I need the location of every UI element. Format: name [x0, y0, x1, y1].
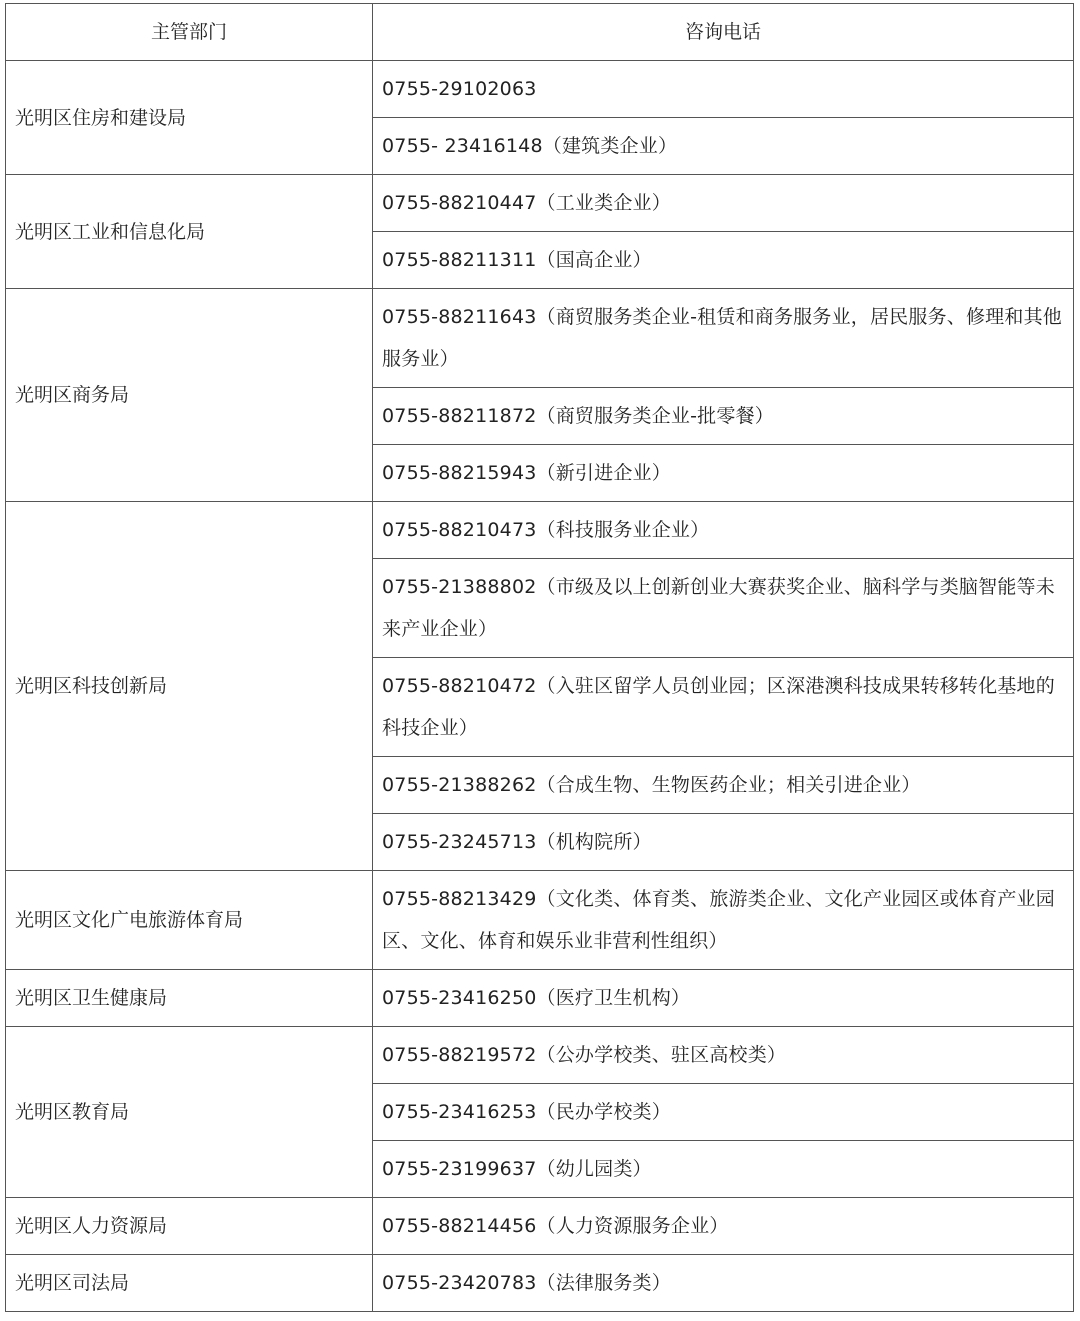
- phone-cell: 0755-23416250（医疗卫生机构）: [373, 970, 1074, 1027]
- table-row: [6, 970, 1074, 1027]
- phone-cell: 0755-21388802（市级及以上创新创业大赛获奖企业、脑科学与类脑智能等未来产业企业）: [373, 559, 1074, 658]
- contact-table-container: [5, 3, 1073, 1312]
- phone-cell: 0755-88210473（科技服务业企业）: [373, 502, 1074, 559]
- phone-cell: 0755-88215943（新引进企业）: [373, 445, 1074, 502]
- table-row: [6, 871, 1074, 970]
- phone-cell: 0755-23420783（法律服务类）: [373, 1255, 1074, 1312]
- header-phone: 咨询电话: [373, 4, 1074, 61]
- department-cell: 光明区教育局: [6, 1027, 373, 1198]
- phone-cell: 0755-88219572（公办学校类、驻区高校类）: [373, 1027, 1074, 1084]
- phone-cell: 0755-88211311（国高企业）: [373, 232, 1074, 289]
- phone-cell: 0755-23245713（机构院所）: [373, 814, 1074, 871]
- contact-table: [5, 3, 1074, 1312]
- table-header-row: [6, 4, 1074, 61]
- department-cell: 光明区人力资源局: [6, 1198, 373, 1255]
- phone-cell: 0755- 23416148（建筑类企业）: [373, 118, 1074, 175]
- department-cell: 光明区卫生健康局: [6, 970, 373, 1027]
- table-row: [6, 61, 1074, 118]
- phone-cell: 0755-88213429（文化类、体育类、旅游类企业、文化产业园区或体育产业园区、文化、体育和娱乐业非营利性组织）: [373, 871, 1074, 970]
- department-cell: 光明区工业和信息化局: [6, 175, 373, 289]
- phone-cell: 0755-88214456（人力资源服务企业）: [373, 1198, 1074, 1255]
- phone-cell: 0755-88210447（工业类企业）: [373, 175, 1074, 232]
- phone-cell: 0755-88211643（商贸服务类企业-租赁和商务服务业，居民服务、修理和其他服务业）: [373, 289, 1074, 388]
- table-row: [6, 175, 1074, 232]
- department-cell: 光明区科技创新局: [6, 502, 373, 871]
- department-cell: 光明区住房和建设局: [6, 61, 373, 175]
- department-cell: 光明区商务局: [6, 289, 373, 502]
- phone-cell: 0755-29102063: [373, 61, 1074, 118]
- table-row: [6, 1255, 1074, 1312]
- table-row: [6, 1027, 1074, 1084]
- phone-cell: 0755-88211872（商贸服务类企业-批零餐）: [373, 388, 1074, 445]
- phone-cell: 0755-23416253（民办学校类）: [373, 1084, 1074, 1141]
- phone-cell: 0755-21388262（合成生物、生物医药企业；相关引进企业）: [373, 757, 1074, 814]
- table-row: [6, 502, 1074, 559]
- department-cell: 光明区文化广电旅游体育局: [6, 871, 373, 970]
- table-row: [6, 289, 1074, 388]
- phone-cell: 0755-23199637（幼儿园类）: [373, 1141, 1074, 1198]
- phone-cell: 0755-88210472（入驻区留学人员创业园；区深港澳科技成果转移转化基地的科技企业）: [373, 658, 1074, 757]
- header-department: 主管部门: [6, 4, 373, 61]
- department-cell: 光明区司法局: [6, 1255, 373, 1312]
- table-row: [6, 1198, 1074, 1255]
